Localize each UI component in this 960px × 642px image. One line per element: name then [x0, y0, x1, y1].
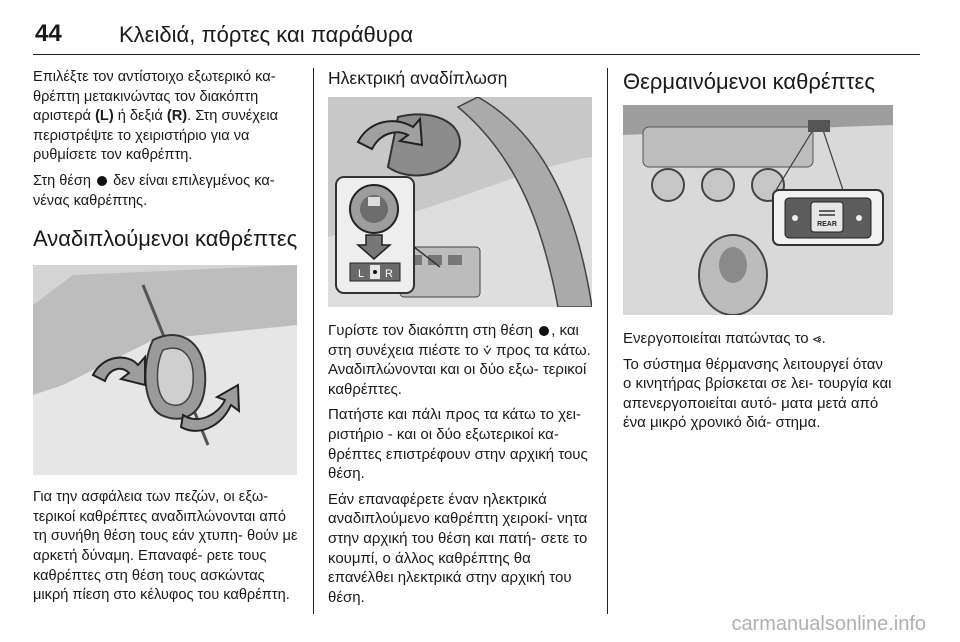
neutral-position-paragraph: Στη θέση δεν είναι επιλεγμένος κα- νένας καθρέπτης. [33, 172, 275, 209]
section-heading-folding-mirrors: Αναδιπλούμενοι καθρέπτες [33, 226, 298, 252]
watermark: carmanualsonline.info [731, 613, 926, 635]
electric-folding-note: Εάν επαναφέρετε έναν ηλεκτρικά αναδιπλούμενο καθρέπτη χειροκί- νητα στην αρχική του θέση και πατή- σετε το κουμπί, ο άλλος καθρέπτης θα επανέλθει ηλεκτρικά στην αρχική του θέση. [328, 490, 588, 606]
intro-paragraph: Επιλέξτε τον αντίστοιχο εξωτερικό κα- θρέπτη μετακινώντας τον διακόπτη αριστερά (L) ή δεξιά (R). Στη συνέχεια περιστρέψτε το χειριστήριο για να ρυθμίσετε τον καθρέπτη. [33, 69, 279, 164]
section-heading-heated-mirrors: Θερμαινόμενοι καθρέπτες [623, 69, 875, 94]
right-mirror-key: (R) [166, 108, 188, 125]
electric-folding-step1: Γυρίστε τον διακόπτη στη θέση , και στη συνέχεια πιέστε το ⩒ προς τα κάτω. Αναδιπλώνονται και οι δύο εξω- τερικοί καθρέπτες. [328, 322, 591, 398]
column-right [623, 68, 893, 439]
column-divider [313, 68, 314, 614]
folding-mirrors-body: Για την ασφάλεια των πεζών, οι εξω- τερικοί καθρέπτες αναδιπλώνονται από τη συνήθη θέση τους εάν χτυπη- θούν με αρκετή δύναμη. Επαναφέ- ρετε τους καθρέπτες στη θέση τους ασκώντας μικρή πίεση στο κέλυφος του καθρέπτη. [33, 489, 298, 604]
column-left [33, 68, 299, 612]
rear-button-label: REAR [817, 221, 837, 228]
column-middle [328, 68, 592, 613]
switch-label-left: L [358, 268, 365, 280]
heated-mirrors-description: Το σύστημα θέρμανσης λειτουργεί όταν ο κινητήρας βρίσκεται σε λει- τουργία και απενεργοποιείται αυτό- ματα μετά από ένα μικρό χρονικό διά- στημα. [623, 355, 892, 432]
switch-label-right: R [385, 268, 393, 280]
neutral-dot-icon [539, 326, 549, 336]
page-number: 44 [35, 20, 62, 47]
column-divider [607, 68, 608, 614]
neutral-dot-icon [97, 176, 107, 186]
mirror-switch-illustration [328, 97, 592, 307]
heated-mirror-button-illustration [623, 105, 893, 315]
section-heading-electric-folding: Ηλεκτρική αναδίπλωση [328, 68, 508, 88]
page-header [33, 20, 920, 55]
left-mirror-key: (L) [95, 108, 114, 125]
electric-folding-step2: Πατήστε και πάλι προς τα κάτω το χει- ριστήριο - και οι δύο εξωτερικοί κα- θρέπτες επιστρέφουν στην αρχική τους θέση. [328, 406, 588, 483]
folding-mirror-illustration [33, 265, 297, 475]
page-title: Κλειδιά, πόρτες και παράθυρα [119, 22, 414, 47]
heated-mirrors-activation: Ενεργοποιείται πατώντας το ⩹. [623, 330, 826, 347]
